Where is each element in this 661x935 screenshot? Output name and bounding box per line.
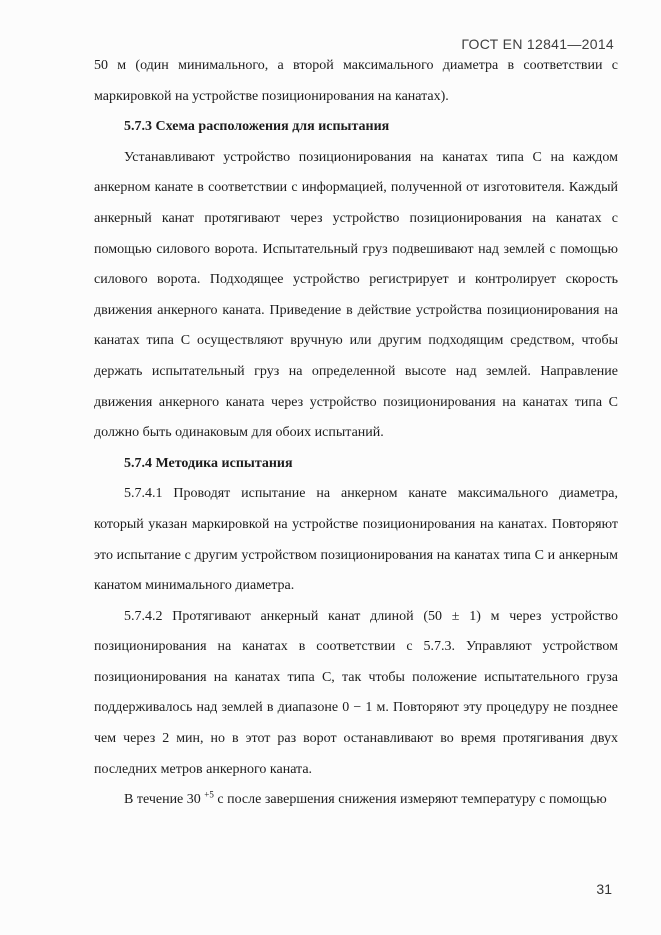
tolerance-superscript: +5 bbox=[204, 789, 214, 800]
paragraph-5-7-4-2: 5.7.4.2 Протягивают анкерный канат длиной (50 ± 1) м через устройство позиционирования на канатах в соответствии с 5.7.3. Управляют устройством позиционирования на канатах типа С, так чтобы положение испытательного груза поддерживалось над землей в диапазоне 0 − 1 м. Повторяют эту процедуру не позднее чем через 2 мин, но в этот раз ворот останавливают во время протягивания двух последних метров анкерного каната. bbox=[94, 608, 618, 777]
paragraph-temperature-measurement bbox=[94, 785, 618, 816]
paragraph-continuation: 50 м (один минимального, а второй максимального диаметра в соответствии с маркировкой на устройстве позиционирования на канатах). bbox=[94, 58, 618, 104]
temperature-text-after-superscript: с после завершения снижения измеряют температуру с помощью bbox=[213, 792, 607, 808]
page-number: 31 bbox=[596, 881, 612, 897]
temperature-text-before-superscript: В течение 30 bbox=[124, 792, 205, 808]
running-header-standard-designation: ГОСТ EN 12841—2014 bbox=[461, 36, 614, 52]
document-body bbox=[94, 51, 618, 816]
section-heading-5-7-3: 5.7.3 Схема расположения для испытания bbox=[124, 119, 390, 135]
paragraph-5-7-4-1: 5.7.4.1 Проводят испытание на анкерном канате максимального диаметра, который указан маркировкой на устройстве позиционирования на канатах. Повторяют это испытание с другим устройством позиционирования на канатах типа С и анкерным канатом минимального диаметра. bbox=[94, 486, 618, 594]
paragraph-5-7-3-body: Устанавливают устройство позиционирования на канатах типа С на каждом анкерном канате в соответствии с информацией, полученной от изготовителя. Каждый анкерный канат протягивают через устройство позиционирования на канатах с помощью силового ворота. Испытательный груз подвешивают над землей с помощью силового ворота. Подходящее устройство регистрирует и контролирует скорость движения анкерного каната. Приведение в действие устройства позиционирования на канатах типа С осуществляют вручную или другим подходящим средством, чтобы держать испытательный груз на определенной высоте над землей. Направление движения анкерного каната через устройство позиционирования на канатах типа С должно быть одинаковым для обоих испытаний. bbox=[94, 149, 618, 441]
section-heading-5-7-4: 5.7.4 Методика испытания bbox=[124, 455, 293, 471]
